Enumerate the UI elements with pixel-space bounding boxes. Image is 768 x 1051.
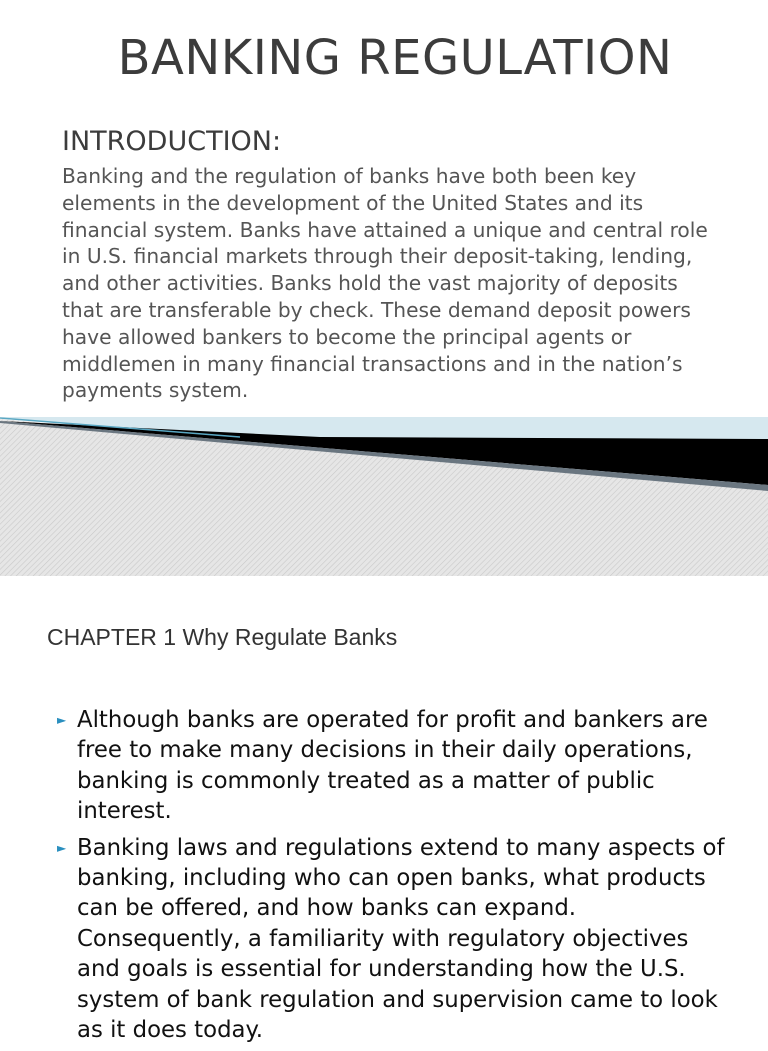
bullet-text: Banking laws and regulations extend to many aspects of banking, including who can open banks, what products can be offered, and how banks can expand. Consequently, a familiarity with regulatory objectives and goals is essential for understanding how the U.S. system of bank regulation and supervision came to look as it does today.: [77, 834, 725, 1044]
triangle-right-icon: ►: [57, 713, 67, 727]
triangle-right-icon: ►: [57, 840, 67, 855]
intro-heading: INTRODUCTION:: [62, 126, 282, 157]
decorative-band: [0, 405, 768, 576]
bullet-list: [0, 705, 727, 1051]
slide-2: [0, 576, 768, 1044]
bullet-text: Although banks are operated for profit and bankers are free to make many decisions in their daily operations, banking is commonly treated as a matter of public interest.: [77, 707, 708, 825]
intro-paragraph: Banking and the regulation of banks have both been key elements in the development of the United States and its financial system. Banks have attained a unique and central role in U.S. financial markets through their deposit-taking, lending, and other activities. Banks hold the vast majority of deposits that are transferable by check. These demand deposit powers have allowed bankers to become the principal agents or middlemen in many financial transactions and in the nation’s payments system.: [62, 164, 708, 403]
slide-title: BANKING REGULATION: [117, 30, 673, 86]
list-item: [0, 833, 727, 1046]
list-item: [0, 705, 727, 827]
chapter-heading: CHAPTER 1 Why Regulate Banks: [47, 624, 398, 650]
